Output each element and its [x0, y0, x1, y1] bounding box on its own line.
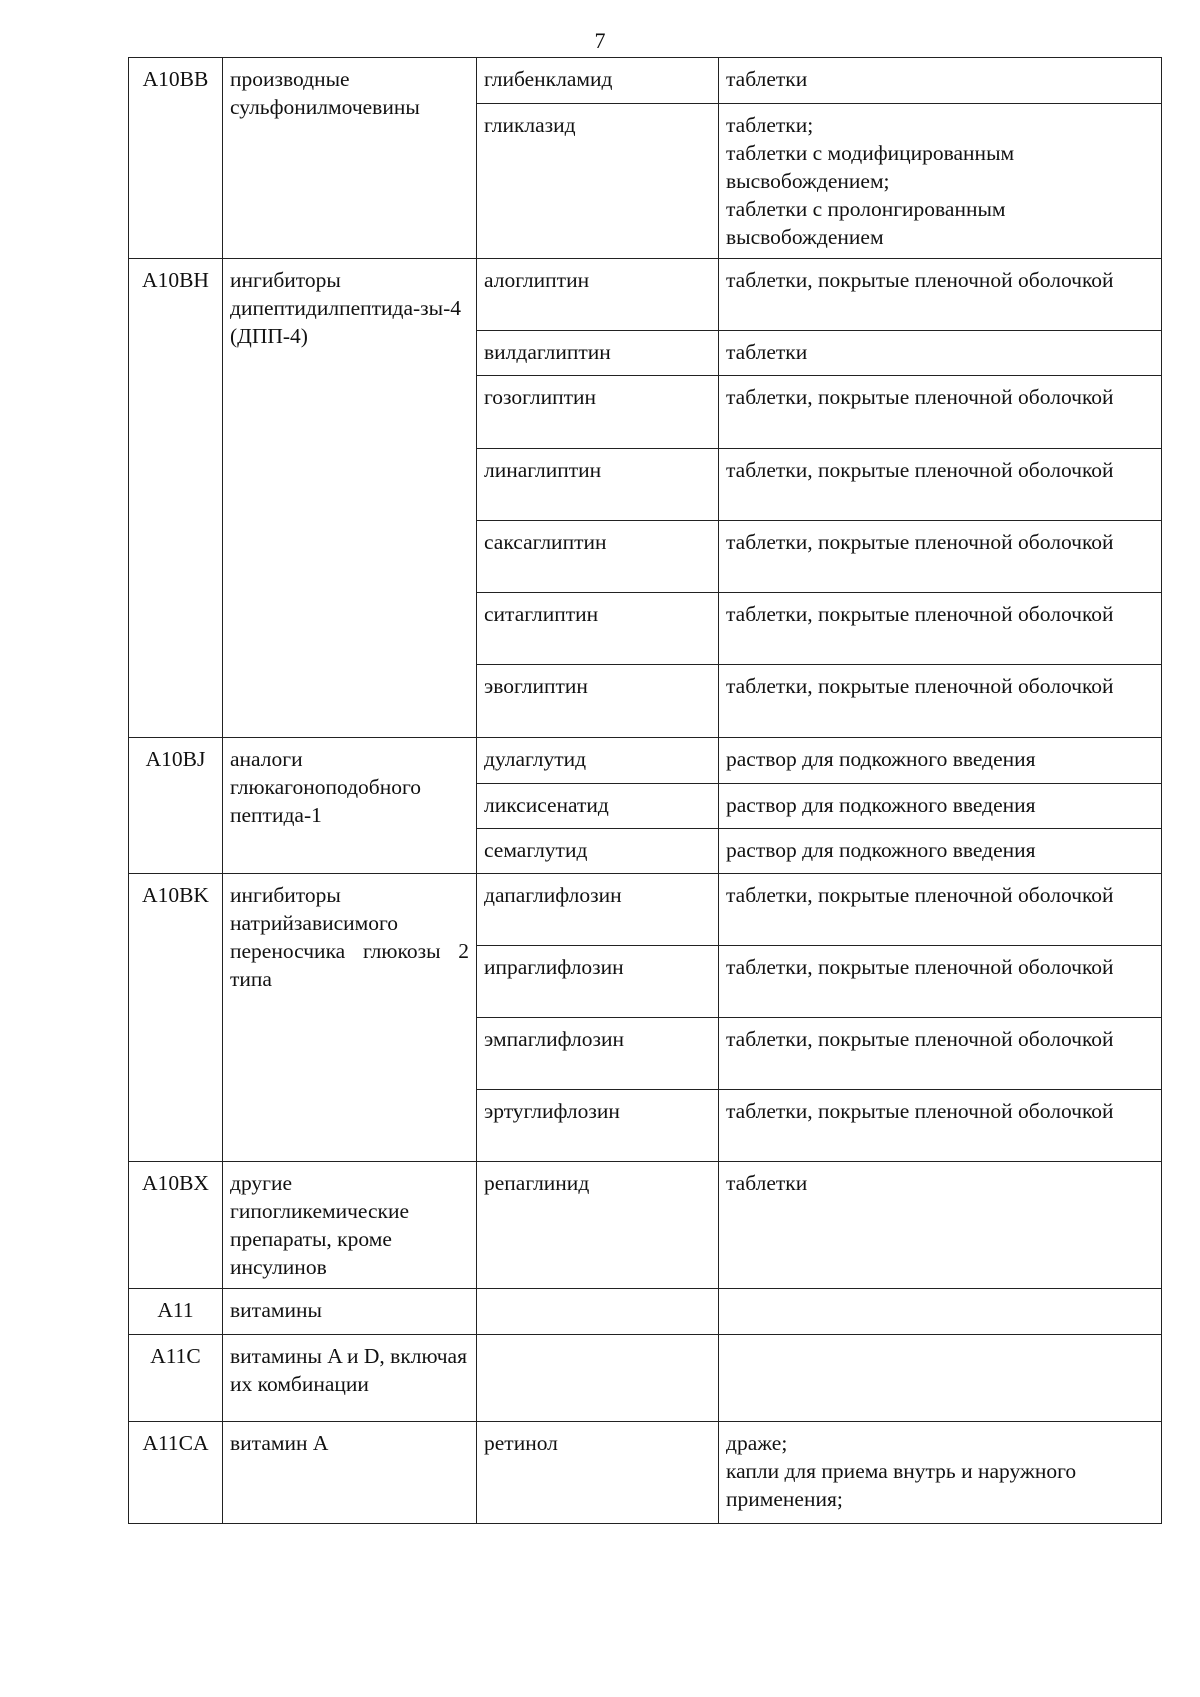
atc-code-cell: A10BB	[129, 58, 223, 259]
drug-table	[128, 57, 1162, 1524]
atc-code-cell: A10BX	[129, 1162, 223, 1289]
dosage-form-cell: раствор для подкожного введения	[719, 738, 1162, 784]
dosage-form-cell: таблетки	[719, 1162, 1162, 1289]
drug-name-cell: ситаглиптин	[477, 593, 719, 665]
drug-name-cell: семаглутид	[477, 829, 719, 874]
drug-name-cell: эвоглиптин	[477, 665, 719, 738]
dosage-form-cell: драже; капли для приема внутрь и наружного применения;	[719, 1422, 1162, 1524]
drug-name-cell	[477, 1335, 719, 1422]
drug-name-cell: эмпаглифлозин	[477, 1018, 719, 1090]
dosage-form-cell: таблетки	[719, 58, 1162, 104]
atc-code-cell: A11CA	[129, 1422, 223, 1524]
drug-name-cell: ипраглифлозин	[477, 946, 719, 1018]
table-row	[129, 58, 1162, 104]
table-row	[129, 874, 1162, 946]
table-row	[129, 1422, 1162, 1524]
atc-code-cell: A11	[129, 1289, 223, 1335]
table-row	[129, 1289, 1162, 1335]
drug-name-cell: линаглиптин	[477, 449, 719, 521]
drug-name-cell: саксаглиптин	[477, 521, 719, 593]
drug-name-cell: эртуглифлозин	[477, 1090, 719, 1162]
drug-group-cell: ингибиторы дипептидилпептида-зы-4 (ДПП-4)	[223, 259, 477, 738]
drug-group-cell: другие гипогликемические препараты, кроме инсулинов	[223, 1162, 477, 1289]
atc-code-cell: A11C	[129, 1335, 223, 1422]
table-row	[129, 738, 1162, 784]
drug-group-cell: витамины	[223, 1289, 477, 1335]
dosage-form-cell: таблетки	[719, 331, 1162, 376]
drug-group-cell: ингибиторы натрийзависимого переносчика глюкозы 2 типа	[223, 874, 477, 1162]
drug-table-body	[129, 58, 1162, 1524]
drug-group-cell: витамин A	[223, 1422, 477, 1524]
page-number: 7	[594, 28, 606, 53]
drug-name-cell: ретинол	[477, 1422, 719, 1524]
dosage-form-cell: таблетки, покрытые пленочной оболочкой	[719, 521, 1162, 593]
dosage-form-cell: таблетки, покрытые пленочной оболочкой	[719, 665, 1162, 738]
atc-code-cell: A10BK	[129, 874, 223, 1162]
dosage-form-cell: таблетки, покрытые пленочной оболочкой	[719, 593, 1162, 665]
drug-name-cell: дулаглутид	[477, 738, 719, 784]
drug-group-cell: витамины A и D, включая их комбинации	[223, 1335, 477, 1422]
drug-name-cell: ликсисенатид	[477, 784, 719, 829]
drug-name-cell: гозоглиптин	[477, 376, 719, 449]
drug-name-cell: репаглинид	[477, 1162, 719, 1289]
dosage-form-cell: раствор для подкожного введения	[719, 829, 1162, 874]
drug-group-cell: производные сульфонилмочевины	[223, 58, 477, 259]
drug-group-cell: аналоги глюкагоноподобного пептида-1	[223, 738, 477, 874]
drug-name-cell: гликлазид	[477, 104, 719, 259]
dosage-form-cell	[719, 1335, 1162, 1422]
table-row	[129, 1335, 1162, 1422]
table-row	[129, 259, 1162, 331]
dosage-form-cell: раствор для подкожного введения	[719, 784, 1162, 829]
atc-code-cell: A10BH	[129, 259, 223, 738]
drug-name-cell: глибенкламид	[477, 58, 719, 104]
dosage-form-cell: таблетки, покрытые пленочной оболочкой	[719, 449, 1162, 521]
drug-name-cell: алоглиптин	[477, 259, 719, 331]
dosage-form-cell: таблетки, покрытые пленочной оболочкой	[719, 1090, 1162, 1162]
atc-code-cell: A10BJ	[129, 738, 223, 874]
dosage-form-cell: таблетки; таблетки с модифицированным высвобождением; таблетки с пролонгированным высвобождением	[719, 104, 1162, 259]
drug-name-cell: дапаглифлозин	[477, 874, 719, 946]
dosage-form-cell: таблетки, покрытые пленочной оболочкой	[719, 376, 1162, 449]
drug-name-cell: вилдаглиптин	[477, 331, 719, 376]
drug-name-cell	[477, 1289, 719, 1335]
dosage-form-cell: таблетки, покрытые пленочной оболочкой	[719, 874, 1162, 946]
dosage-form-cell: таблетки, покрытые пленочной оболочкой	[719, 1018, 1162, 1090]
table-row	[129, 1162, 1162, 1289]
dosage-form-cell: таблетки, покрытые пленочной оболочкой	[719, 259, 1162, 331]
dosage-form-cell	[719, 1289, 1162, 1335]
dosage-form-cell: таблетки, покрытые пленочной оболочкой	[719, 946, 1162, 1018]
